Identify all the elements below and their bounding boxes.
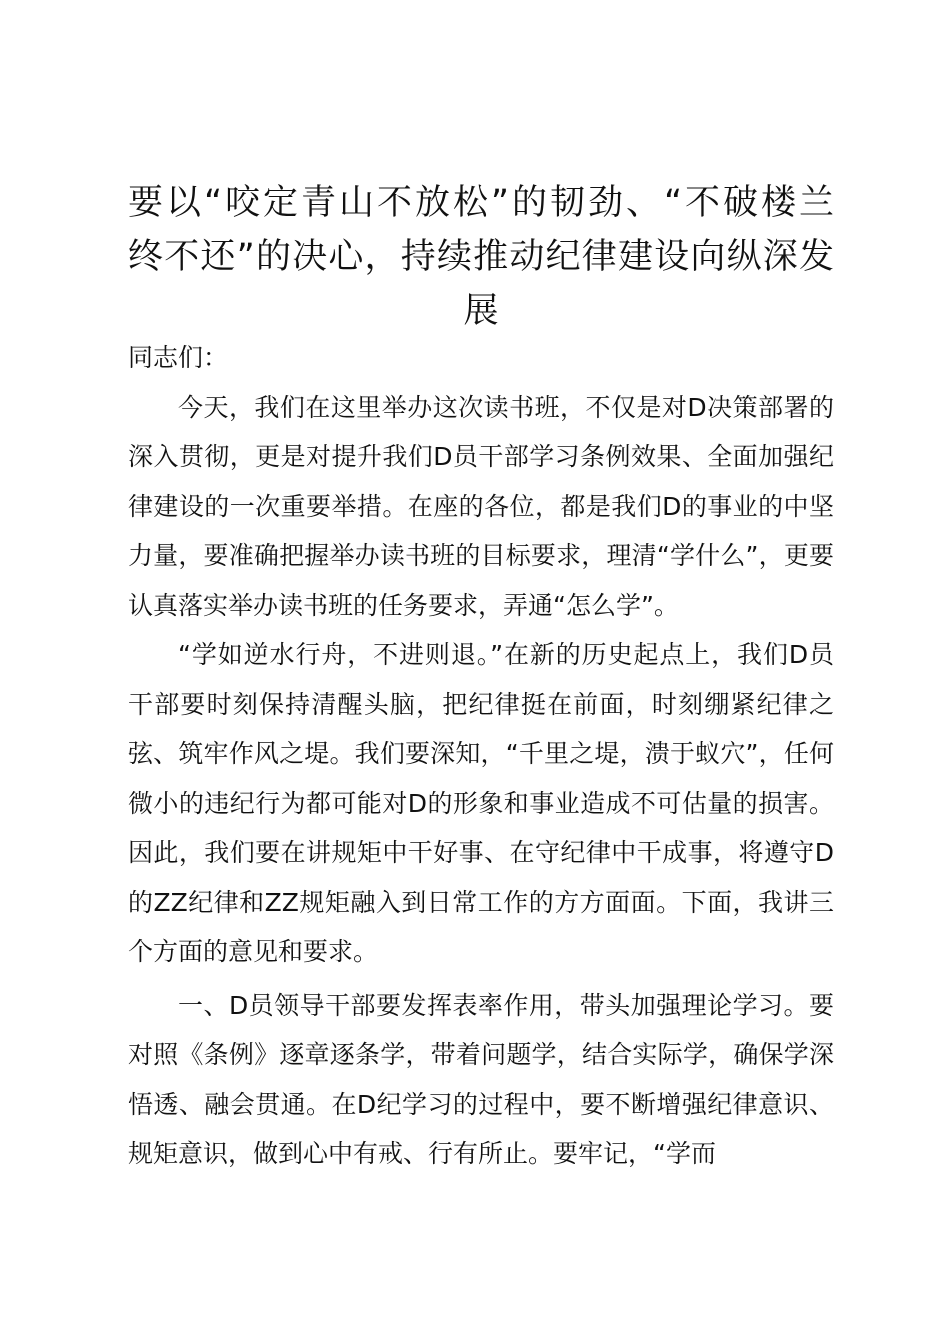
title-line-3: 展 [463, 291, 499, 331]
title-line-1: 要以“咬定青山不放松”的韧劲、“不破楼兰 [128, 183, 834, 223]
paragraph-1: 今天，我们在这里举办这次读书班，不仅是对D决策部署的深入贯彻，更是对提升我们D员干部学习条例效果、全面加强纪律建设的一次重要举措。在座的各位，都是我们D的事业的中坚力量，要准确把握举办读书班的目标要求，理清“学什么”，更要认真落实举办读书班的任务要求，弄通“怎么学”。 [128, 392, 834, 620]
title-line-2: 终不还”的决心，持续推动纪律建设向纵深发 [128, 237, 834, 277]
paragraph-2: “学如逆水行舟，不进则退。”在新的历史起点上，我们D员干部要时刻保持清醒头脑，把纪律挺在前面，时刻绷紧纪律之弦、筑牢作风之堤。我们要深知，“千里之堤，溃于蚁穴”，任何微小的违纪行为都可能对D的形象和事业造成不可估量的损害。因此，我们要在讲规矩中干好事、在守纪律中干成事，将遵守D的ZZ纪律和ZZ规矩融入到日常工作的方方面面。下面，我讲三个方面的意见和要求。 [128, 640, 834, 966]
document-title [128, 176, 834, 338]
document-body [128, 333, 834, 1179]
greeting: 同志们： [128, 343, 229, 372]
paragraph-3: 一、D员领导干部要发挥表率作用，带头加强理论学习。要对照《条例》逐章逐条学，带着问题学，结合实际学，确保学深悟透、融会贯通。在D纪学习的过程中，要不断增强纪律意识、规矩意识，做到心中有戒、行有所止。要牢记，“学而 [128, 990, 834, 1168]
